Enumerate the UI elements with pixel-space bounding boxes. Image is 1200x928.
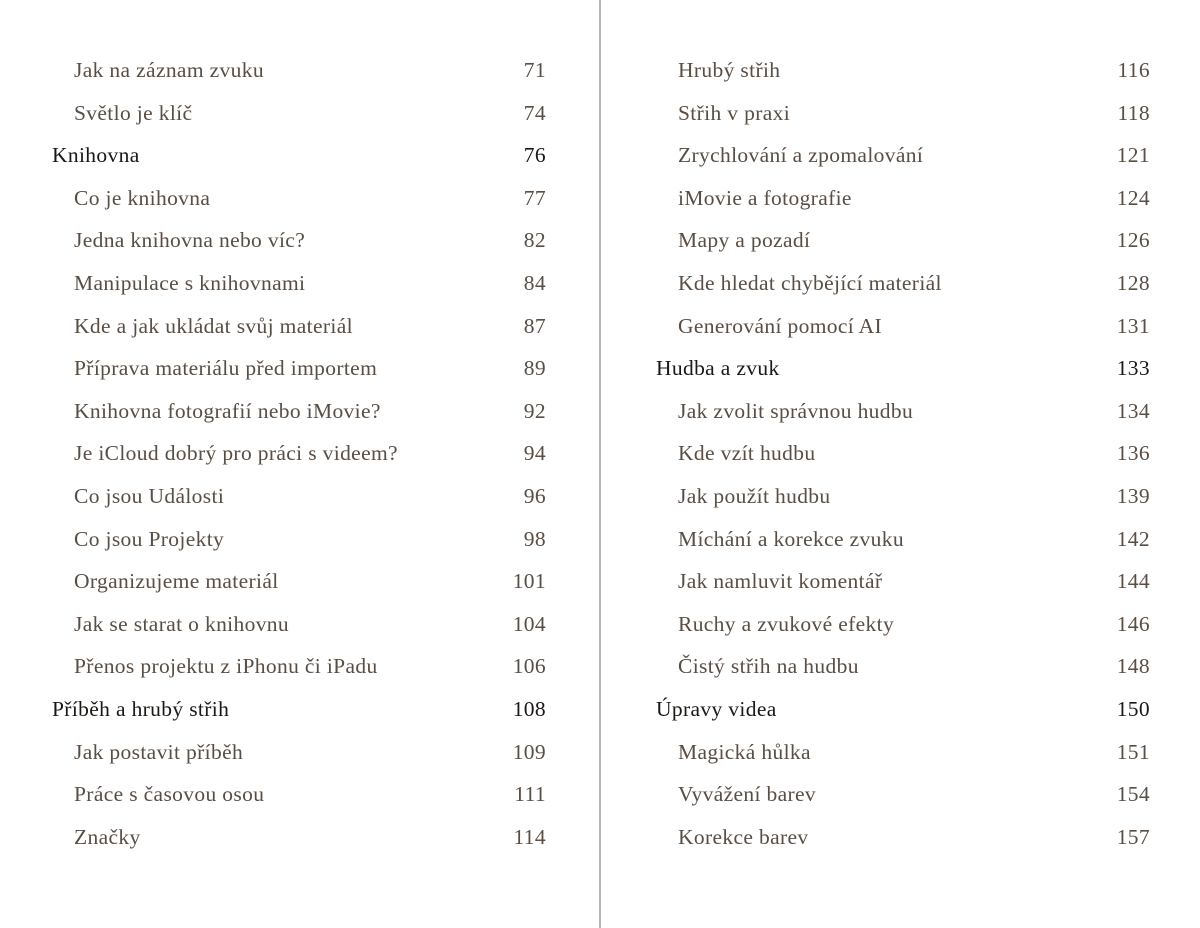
toc-section-entry: [52, 560, 546, 603]
toc-page-number: 74: [523, 100, 546, 125]
toc-section-title: Co jsou Události: [74, 483, 225, 508]
toc-section-entry: [52, 262, 546, 305]
toc-page-number: 111: [514, 782, 546, 807]
right-page: [602, 0, 1200, 928]
toc-chapter-title: Hudba a zvuk: [656, 356, 780, 381]
toc-page-number: 148: [1116, 654, 1150, 679]
toc-section-entry: [52, 603, 546, 646]
toc-section-entry: [52, 432, 546, 475]
toc-page-number: 114: [513, 824, 546, 849]
toc-page-number: 71: [523, 58, 546, 82]
toc-section-entry: [656, 645, 1150, 688]
toc-section-entry: [656, 603, 1150, 646]
toc-chapter-title: Knihovna: [52, 143, 140, 168]
toc-section-title: Zrychlování a zpomalování: [678, 143, 924, 168]
toc-page-number: 98: [523, 526, 546, 551]
toc-section-entry: [656, 92, 1150, 135]
toc-page-number: 142: [1116, 526, 1150, 551]
toc-page-number: 87: [523, 313, 546, 338]
toc-chapter-entry: [52, 688, 546, 731]
toc-section-entry: [656, 49, 1150, 92]
toc-section-entry: [656, 731, 1150, 774]
toc-section-title: Hrubý střih: [678, 58, 781, 82]
toc-chapter-entry: [656, 688, 1150, 731]
toc-page-number: 157: [1116, 824, 1150, 849]
toc-section-title: Je iCloud dobrý pro práci s videem?: [74, 441, 398, 466]
toc-page-number: 151: [1116, 739, 1150, 764]
toc-page-number: 146: [1116, 611, 1150, 636]
toc-section-title: Čistý střih na hudbu: [678, 654, 859, 679]
toc-page-number: 154: [1116, 782, 1150, 807]
toc-page-number: 136: [1116, 441, 1150, 466]
toc-page-number: 104: [512, 611, 546, 636]
toc-page-number: 101: [512, 569, 546, 594]
toc-section-entry: [656, 816, 1150, 859]
toc-section-entry: [656, 560, 1150, 603]
toc-section-title: Generování pomocí AI: [678, 313, 883, 338]
toc-section-title: Vyvážení barev: [678, 782, 817, 807]
toc-section-title: Kde a jak ukládat svůj materiál: [74, 313, 353, 338]
toc-section-entry: [52, 816, 546, 859]
toc-section-entry: [656, 390, 1150, 433]
toc-section-title: Práce s časovou osou: [74, 782, 265, 807]
toc-chapter-title: Příběh a hrubý střih: [52, 696, 230, 721]
toc-section-entry: [656, 219, 1150, 262]
toc-section-title: Manipulace s knihovnami: [74, 270, 306, 295]
toc-section-title: Ruchy a zvukové efekty: [678, 611, 895, 636]
toc-page-number: 150: [1116, 696, 1150, 721]
toc-section-title: Míchání a korekce zvuku: [678, 526, 904, 551]
toc-section-title: Magická hůlka: [678, 739, 811, 764]
toc-section-entry: [52, 347, 546, 390]
toc-section-entry: [52, 177, 546, 220]
toc-section-entry: [656, 305, 1150, 348]
toc-page-number: 116: [1117, 58, 1150, 82]
toc-section-entry: [656, 518, 1150, 561]
toc-section-entry: [656, 262, 1150, 305]
toc-section-title: Značky: [74, 824, 141, 849]
toc-section-title: iMovie a fotografie: [678, 185, 852, 210]
toc-section-entry: [656, 432, 1150, 475]
toc-section-entry: [656, 773, 1150, 816]
toc-section-title: Knihovna fotografií nebo iMovie?: [74, 398, 381, 423]
toc-section-entry: [52, 518, 546, 561]
toc-section-title: Jak na záznam zvuku: [74, 58, 264, 82]
toc-page-number: 131: [1116, 313, 1150, 338]
toc-page-number: 126: [1116, 228, 1150, 253]
toc-page-number: 92: [523, 398, 546, 423]
toc-page-number: 133: [1116, 356, 1150, 381]
toc-page-number: 82: [523, 228, 546, 253]
toc-page-number: 106: [512, 654, 546, 679]
toc-section-entry: [656, 134, 1150, 177]
toc-section-title: Jak použít hudbu: [678, 483, 831, 508]
toc-chapter-title: Úpravy videa: [656, 696, 777, 721]
toc-section-entry: [656, 177, 1150, 220]
toc-section-title: Příprava materiálu před importem: [74, 356, 378, 381]
toc-section-title: Přenos projektu z iPhonu či iPadu: [74, 654, 378, 679]
toc-section-title: Jak se starat o knihovnu: [74, 611, 290, 636]
toc-page-number: 94: [523, 441, 546, 466]
toc-page-number: 76: [523, 143, 546, 168]
toc-section-entry: [52, 773, 546, 816]
toc-list-left: [52, 49, 546, 858]
toc-page-number: 77: [523, 185, 546, 210]
toc-section-entry: [52, 305, 546, 348]
toc-page-number: 124: [1116, 185, 1150, 210]
toc-page-number: 139: [1116, 483, 1150, 508]
toc-section-entry: [52, 92, 546, 135]
toc-section-title: Jedna knihovna nebo víc?: [74, 228, 306, 253]
toc-page-number: 96: [523, 483, 546, 508]
toc-section-title: Mapy a pozadí: [678, 228, 811, 253]
toc-list-right: [656, 49, 1150, 858]
toc-section-title: Jak namluvit komentář: [678, 569, 883, 594]
toc-section-entry: [52, 731, 546, 774]
toc-section-title: Jak zvolit správnou hudbu: [678, 398, 914, 423]
toc-page-number: 144: [1116, 569, 1150, 594]
toc-section-entry: [52, 645, 546, 688]
toc-chapter-entry: [52, 134, 546, 177]
toc-section-entry: [52, 219, 546, 262]
toc-page-number: 128: [1116, 270, 1150, 295]
toc-section-title: Organizujeme materiál: [74, 569, 279, 594]
toc-page-number: 108: [512, 696, 546, 721]
toc-section-title: Korekce barev: [678, 824, 809, 849]
toc-section-entry: [52, 390, 546, 433]
toc-page-number: 84: [523, 270, 546, 295]
toc-section-title: Co je knihovna: [74, 185, 211, 210]
toc-section-title: Kde hledat chybějící materiál: [678, 270, 942, 295]
toc-section-title: Jak postavit příběh: [74, 739, 244, 764]
toc-page-number: 89: [523, 356, 546, 381]
toc-section-entry: [52, 475, 546, 518]
toc-page-number: 109: [512, 739, 546, 764]
toc-section-title: Světlo je klíč: [74, 100, 193, 125]
toc-page-number: 118: [1117, 100, 1150, 125]
toc-section-title: Co jsou Projekty: [74, 526, 225, 551]
toc-page-number: 121: [1116, 143, 1150, 168]
toc-section-title: Kde vzít hudbu: [678, 441, 816, 466]
toc-section-title: Střih v praxi: [678, 100, 791, 125]
toc-chapter-entry: [656, 347, 1150, 390]
toc-section-entry: [656, 475, 1150, 518]
toc-page-number: 134: [1116, 398, 1150, 423]
page-gutter-divider: [599, 0, 601, 928]
toc-section-entry: [52, 49, 546, 92]
